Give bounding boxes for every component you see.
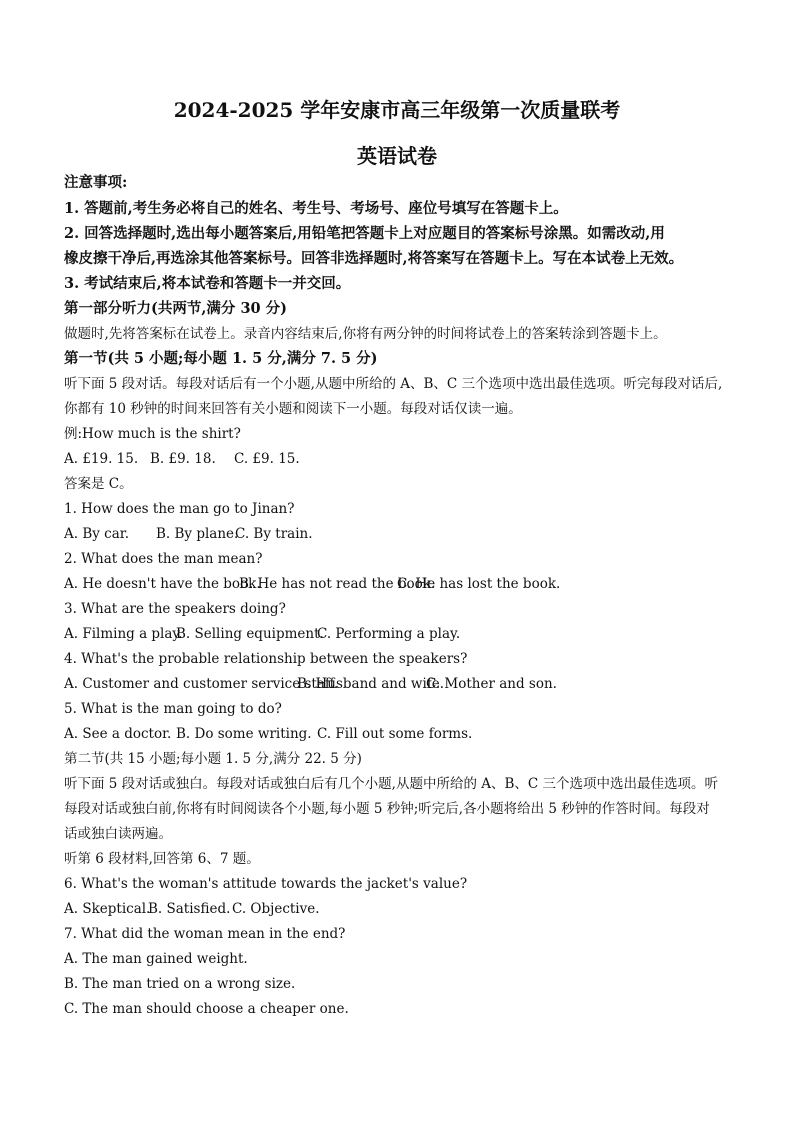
option-b: B. He has not read the book. <box>239 576 436 592</box>
question-7-option-a: A. The man gained weight. <box>64 951 248 967</box>
question-3: 3. What are the speakers doing? <box>64 601 286 617</box>
option-a: A. £19. 15. <box>64 451 139 467</box>
option-c: C. By train. <box>235 526 313 542</box>
notice-item-2-cont: 橡皮擦干净后,再选涂其他答案标号。回答非选择题时,将答案写在答题卡上。写在本试卷上无效。 <box>64 250 684 267</box>
question-5: 5. What is the man going to do? <box>64 701 282 717</box>
section2-heading: 第二节(共 15 小题;每小题 1. 5 分,满分 22. 5 分) <box>64 751 362 767</box>
question-7-option-b: B. The man tried on a wrong size. <box>64 976 296 992</box>
section2-instruction-3: 话或独白读两遍。 <box>64 826 172 842</box>
option-b: B. Satisfied. <box>148 901 231 917</box>
exam-title: 2024-2025 学年安康市高三年级第一次质量联考 <box>173 98 621 122</box>
notice-item-1: 1. 答题前,考生务必将自己的姓名、考生号、考场号、座位号填写在答题卡上。 <box>64 200 568 217</box>
option-c: C. £9. 15. <box>234 451 300 467</box>
option-a: A. He doesn't have the book. <box>64 576 261 592</box>
example-answer: 答案是 C。 <box>64 476 133 492</box>
option-c: C. Fill out some forms. <box>317 726 473 742</box>
question-4: 4. What's the probable relationship between the speakers? <box>64 651 468 667</box>
option-a: A. Skeptical. <box>64 901 151 917</box>
option-a: A. Filming a play. <box>64 626 183 642</box>
notice-heading: 注意事项: <box>64 174 128 191</box>
question-1-options <box>64 525 313 543</box>
question-2: 2. What does the man mean? <box>64 551 263 567</box>
option-b: B. By plane. <box>156 526 239 542</box>
section2-instruction-2: 每段对话或独白前,你将有时间阅读各个小题,每小题 5 秒钟;听完后,各小题将给出 5 秒钟的作答时间。每段对 <box>64 801 710 817</box>
option-c: C. Mother and son. <box>426 676 557 692</box>
question-7-option-c: C. The man should choose a cheaper one. <box>64 1001 349 1017</box>
question-6-options <box>64 900 320 918</box>
section1-instruction-2: 你都有 10 秒钟的时间来回答有关小题和阅读下一小题。每段对话仅读一遍。 <box>64 401 522 417</box>
option-c: C. Performing a play. <box>317 626 461 642</box>
option-b: B. Husband and wife. <box>297 676 445 692</box>
question-6: 6. What's the woman's attitude towards the jacket's value? <box>64 876 468 892</box>
example-options <box>64 450 300 468</box>
material-6-note: 听第 6 段材料,回答第 6、7 题。 <box>64 851 260 867</box>
question-3-options <box>64 625 460 643</box>
part1-instruction: 做题时,先将答案标在试卷上。录音内容结束后,你将有两分钟的时间将试卷上的答案转涂到答题卡上。 <box>64 326 667 342</box>
question-4-options <box>64 675 557 693</box>
option-a: A. Customer and customer service staff. <box>64 676 339 692</box>
part1-heading: 第一部分听力(共两节,满分 30 分) <box>64 300 288 317</box>
section2-instruction-1: 听下面 5 段对话或独白。每段对话或独白后有几个小题,从题中所给的 A、B、C 三个选项中选出最佳选项。听 <box>64 776 719 792</box>
subject-title: 英语试卷 <box>357 144 437 168</box>
option-a: A. By car. <box>64 526 130 542</box>
question-5-options <box>64 725 472 743</box>
notice-item-2: 2. 回答选择题时,选出每小题答案后,用铅笔把答题卡上对应题目的答案标号涂黑。如需改动,用 <box>64 225 665 242</box>
question-7: 7. What did the woman mean in the end? <box>64 926 346 942</box>
example-question: 例:How much is the shirt? <box>64 426 241 442</box>
option-b: B. Do some writing. <box>176 726 312 742</box>
question-2-options <box>64 575 560 593</box>
option-c: C. Objective. <box>232 901 320 917</box>
question-1: 1. How does the man go to Jinan? <box>64 501 295 517</box>
option-b: B. £9. 18. <box>150 451 216 467</box>
notice-item-3: 3. 考试结束后,将本试卷和答题卡一并交回。 <box>64 275 351 292</box>
section1-heading: 第一节(共 5 小题;每小题 1. 5 分,满分 7. 5 分) <box>64 350 378 367</box>
option-b: B. Selling equipment. <box>176 626 324 642</box>
option-a: A. See a doctor. <box>64 726 172 742</box>
section1-instruction-1: 听下面 5 段对话。每段对话后有一个小题,从题中所给的 A、B、C 三个选项中选出最佳选项。听完每段对话后, <box>64 376 723 392</box>
option-c: C. He has lost the book. <box>397 576 561 592</box>
